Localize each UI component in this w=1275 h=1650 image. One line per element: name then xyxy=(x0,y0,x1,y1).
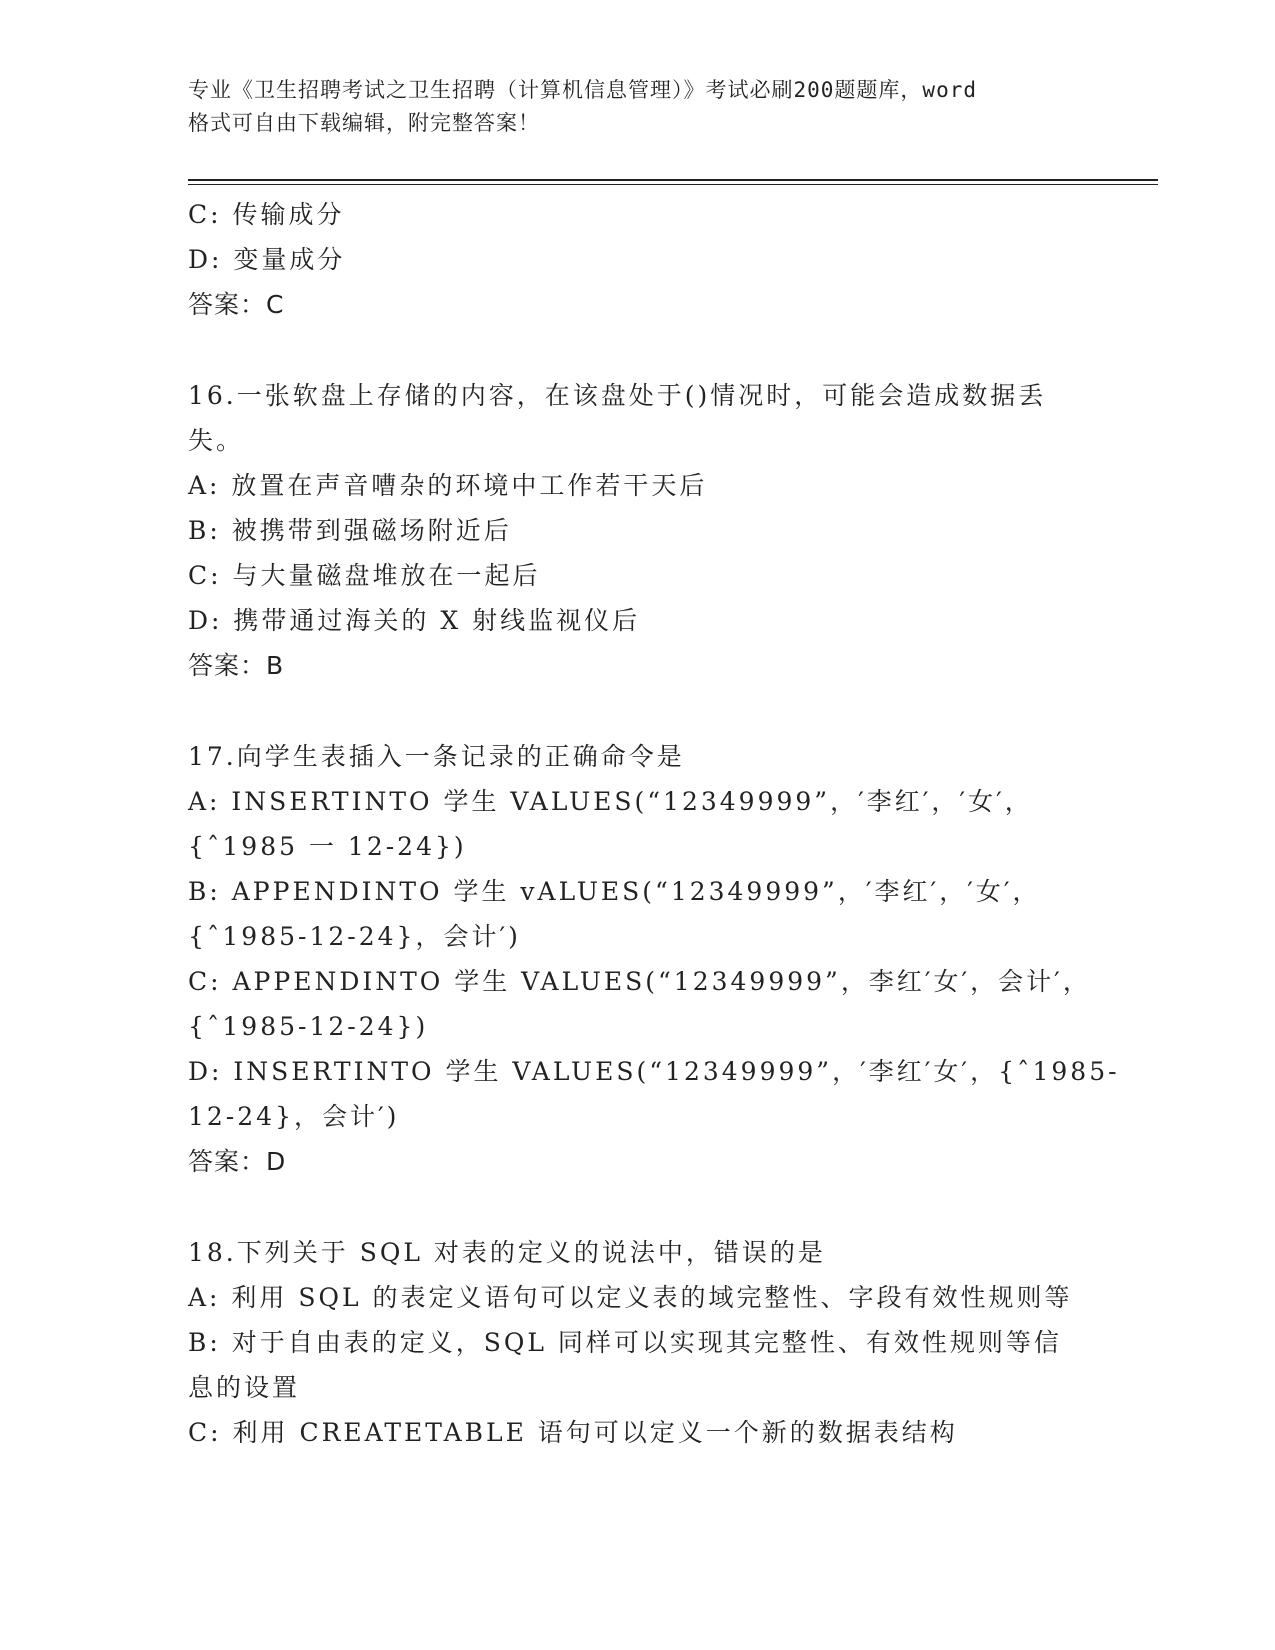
question-content xyxy=(188,192,1120,1455)
q17-answer: 答案：D xyxy=(188,1147,287,1176)
header-line-2: 格式可自由下载编辑，附完整答案！ xyxy=(188,111,540,135)
q15-option-c: C: 传输成分 xyxy=(188,200,345,229)
q15-option-d: D: 变量成分 xyxy=(188,245,346,274)
q18-option-c: C: 利用 CREATETABLE 语句可以定义一个新的数据表结构 xyxy=(188,1418,958,1447)
q17-option-d-line-1: D: INSERTINTO 学生 VALUES(“12349999”，′李红′女′，{ˆ1985- xyxy=(188,1057,1120,1086)
q16-option-d: D: 携带通过海关的 X 射线监视仪后 xyxy=(188,606,641,635)
q16-answer: 答案：B xyxy=(188,651,285,680)
header-divider-thick xyxy=(188,179,1158,181)
question-16-block xyxy=(188,373,1088,688)
page-header xyxy=(188,74,1088,140)
question-spacer xyxy=(188,1184,1088,1230)
header-line-1: 专业《卫生招聘考试之卫生招聘（计算机信息管理）》考试必刷200题题库，word xyxy=(188,78,977,102)
q16-stem-line-1: 16.一张软盘上存储的内容，在该盘处于()情况时，可能会造成数据丢 xyxy=(188,381,1047,410)
q18-option-a: A: 利用 SQL 的表定义语句可以定义表的域完整性、字段有效性规则等 xyxy=(188,1283,1073,1312)
question-spacer xyxy=(188,688,1088,734)
q17-option-b-line-1: B: APPENDINTO 学生 vALUES(“12349999”，′李红′，′女′， xyxy=(188,877,1041,906)
q17-option-a-line-2: {ˆ1985 一 12-24}) xyxy=(188,832,467,861)
question-17-block xyxy=(188,734,1120,1184)
q17-option-c-line-1: C: APPENDINTO 学生 VALUES(“12349999”，李红′女′，会计′， xyxy=(188,967,1091,996)
q17-option-a-line-1: A: INSERTINTO 学生 VALUES(“12349999”，′李红′，′女′， xyxy=(188,787,1033,816)
q16-option-a: A: 放置在声音嘈杂的环境中工作若干天后 xyxy=(188,471,708,500)
q18-option-b-line-2: 息的设置 xyxy=(188,1373,301,1402)
question-18-block xyxy=(188,1230,1088,1455)
header-divider-thin xyxy=(188,184,1158,185)
question-15-block xyxy=(188,192,1088,327)
q17-option-c-line-2: {ˆ1985-12-24}) xyxy=(188,1012,429,1041)
question-spacer xyxy=(188,327,1088,373)
q15-answer: 答案：C xyxy=(188,290,285,319)
q17-option-b-line-2: {ˆ1985-12-24}，会计′) xyxy=(188,922,521,951)
q17-stem: 17.向学生表插入一条记录的正确命令是 xyxy=(188,742,685,771)
q16-option-b: B: 被携带到强磁场附近后 xyxy=(188,516,512,545)
q17-option-d-line-2: 12-24}，会计′) xyxy=(188,1102,400,1131)
q16-stem-line-2: 失。 xyxy=(188,426,245,455)
q16-option-c: C: 与大量磁盘堆放在一起后 xyxy=(188,561,541,590)
q18-option-b-line-1: B: 对于自由表的定义，SQL 同样可以实现其完整性、有效性规则等信 xyxy=(188,1328,1062,1357)
q18-stem: 18.下列关于 SQL 对表的定义的说法中，错误的是 xyxy=(188,1238,826,1267)
